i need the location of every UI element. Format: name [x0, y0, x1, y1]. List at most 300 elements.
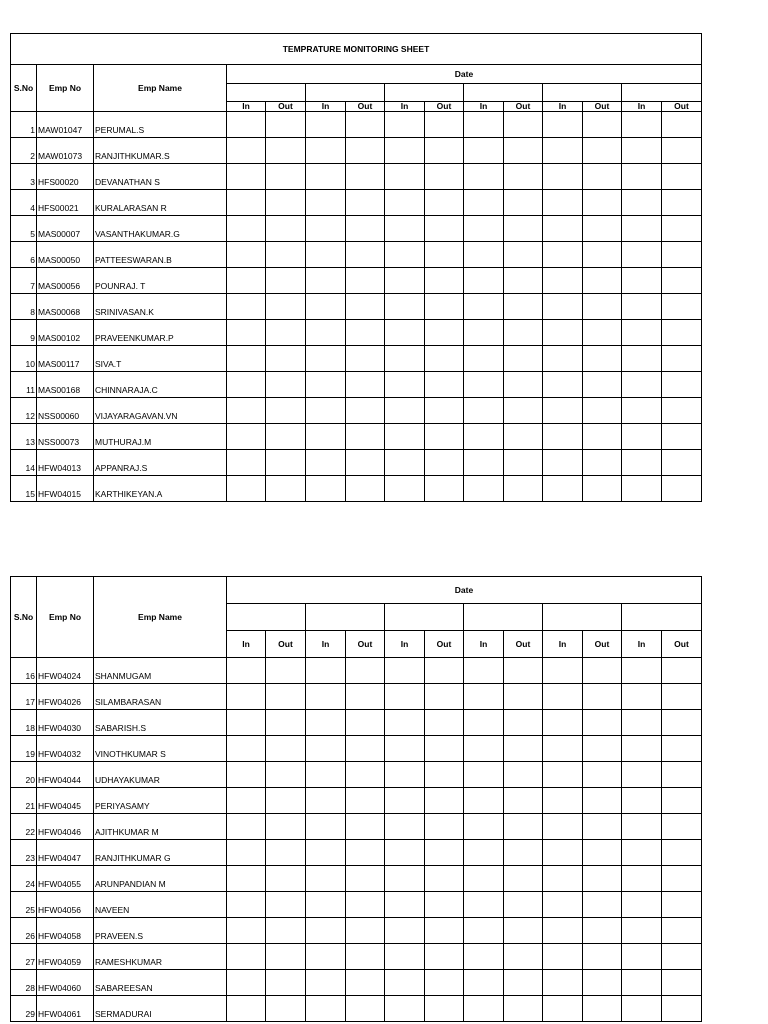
in-time-cell[interactable] [464, 424, 504, 450]
out-time-cell[interactable] [266, 372, 306, 398]
out-time-cell[interactable] [583, 970, 622, 996]
in-time-cell[interactable] [464, 684, 504, 710]
out-time-cell[interactable] [425, 814, 464, 840]
out-time-cell[interactable] [266, 996, 306, 1022]
in-time-cell[interactable] [464, 138, 504, 164]
out-time-cell[interactable] [425, 944, 464, 970]
out-time-cell[interactable] [346, 138, 385, 164]
out-time-cell[interactable] [662, 736, 702, 762]
in-time-cell[interactable] [227, 320, 266, 346]
out-time-cell[interactable] [583, 398, 622, 424]
out-time-cell[interactable] [583, 164, 622, 190]
out-time-cell[interactable] [583, 476, 622, 502]
out-time-cell[interactable] [662, 918, 702, 944]
out-time-cell[interactable] [583, 840, 622, 866]
out-time-cell[interactable] [425, 840, 464, 866]
out-time-cell[interactable] [504, 944, 543, 970]
in-time-cell[interactable] [622, 216, 662, 242]
in-time-cell[interactable] [622, 918, 662, 944]
in-time-cell[interactable] [385, 372, 425, 398]
out-time-cell[interactable] [504, 840, 543, 866]
in-time-cell[interactable] [306, 736, 346, 762]
in-time-cell[interactable] [622, 190, 662, 216]
in-time-cell[interactable] [622, 970, 662, 996]
out-time-cell[interactable] [662, 866, 702, 892]
out-time-cell[interactable] [266, 788, 306, 814]
in-time-cell[interactable] [543, 372, 583, 398]
out-time-cell[interactable] [266, 840, 306, 866]
date-cell[interactable] [464, 84, 543, 102]
in-time-cell[interactable] [622, 398, 662, 424]
out-time-cell[interactable] [662, 320, 702, 346]
in-time-cell[interactable] [306, 398, 346, 424]
in-time-cell[interactable] [385, 112, 425, 138]
in-time-cell[interactable] [543, 216, 583, 242]
out-time-cell[interactable] [583, 138, 622, 164]
out-time-cell[interactable] [266, 112, 306, 138]
out-time-cell[interactable] [504, 736, 543, 762]
in-time-cell[interactable] [227, 268, 266, 294]
in-time-cell[interactable] [385, 996, 425, 1022]
out-time-cell[interactable] [662, 398, 702, 424]
in-time-cell[interactable] [464, 398, 504, 424]
out-time-cell[interactable] [662, 710, 702, 736]
out-time-cell[interactable] [504, 762, 543, 788]
in-time-cell[interactable] [385, 138, 425, 164]
out-time-cell[interactable] [346, 320, 385, 346]
out-time-cell[interactable] [346, 814, 385, 840]
out-time-cell[interactable] [504, 684, 543, 710]
in-time-cell[interactable] [227, 944, 266, 970]
in-time-cell[interactable] [306, 476, 346, 502]
out-time-cell[interactable] [583, 736, 622, 762]
in-time-cell[interactable] [622, 346, 662, 372]
in-time-cell[interactable] [543, 918, 583, 944]
out-time-cell[interactable] [662, 814, 702, 840]
in-time-cell[interactable] [385, 762, 425, 788]
in-time-cell[interactable] [306, 762, 346, 788]
out-time-cell[interactable] [662, 996, 702, 1022]
out-time-cell[interactable] [266, 294, 306, 320]
out-time-cell[interactable] [583, 710, 622, 736]
out-time-cell[interactable] [346, 996, 385, 1022]
out-time-cell[interactable] [425, 788, 464, 814]
in-time-cell[interactable] [622, 294, 662, 320]
out-time-cell[interactable] [425, 892, 464, 918]
in-time-cell[interactable] [464, 944, 504, 970]
out-time-cell[interactable] [425, 242, 464, 268]
out-time-cell[interactable] [662, 190, 702, 216]
out-time-cell[interactable] [583, 814, 622, 840]
out-time-cell[interactable] [266, 814, 306, 840]
out-time-cell[interactable] [266, 736, 306, 762]
out-time-cell[interactable] [266, 866, 306, 892]
out-time-cell[interactable] [662, 268, 702, 294]
in-time-cell[interactable] [385, 346, 425, 372]
out-time-cell[interactable] [346, 112, 385, 138]
out-time-cell[interactable] [662, 788, 702, 814]
in-time-cell[interactable] [306, 164, 346, 190]
out-time-cell[interactable] [425, 996, 464, 1022]
in-time-cell[interactable] [622, 814, 662, 840]
in-time-cell[interactable] [622, 424, 662, 450]
out-time-cell[interactable] [425, 164, 464, 190]
in-time-cell[interactable] [227, 242, 266, 268]
out-time-cell[interactable] [583, 294, 622, 320]
out-time-cell[interactable] [504, 788, 543, 814]
in-time-cell[interactable] [385, 736, 425, 762]
date-cell[interactable] [385, 604, 464, 631]
in-time-cell[interactable] [306, 918, 346, 944]
out-time-cell[interactable] [346, 710, 385, 736]
in-time-cell[interactable] [385, 476, 425, 502]
out-time-cell[interactable] [583, 190, 622, 216]
in-time-cell[interactable] [464, 164, 504, 190]
date-cell[interactable] [306, 604, 385, 631]
in-time-cell[interactable] [464, 788, 504, 814]
in-time-cell[interactable] [306, 372, 346, 398]
in-time-cell[interactable] [464, 866, 504, 892]
in-time-cell[interactable] [227, 918, 266, 944]
out-time-cell[interactable] [346, 970, 385, 996]
out-time-cell[interactable] [504, 814, 543, 840]
out-time-cell[interactable] [266, 190, 306, 216]
out-time-cell[interactable] [425, 684, 464, 710]
in-time-cell[interactable] [464, 372, 504, 398]
in-time-cell[interactable] [622, 892, 662, 918]
in-time-cell[interactable] [543, 762, 583, 788]
in-time-cell[interactable] [464, 294, 504, 320]
in-time-cell[interactable] [543, 996, 583, 1022]
in-time-cell[interactable] [543, 164, 583, 190]
date-cell[interactable] [622, 604, 702, 631]
out-time-cell[interactable] [583, 268, 622, 294]
out-time-cell[interactable] [583, 892, 622, 918]
out-time-cell[interactable] [425, 398, 464, 424]
out-time-cell[interactable] [662, 164, 702, 190]
in-time-cell[interactable] [385, 684, 425, 710]
out-time-cell[interactable] [662, 424, 702, 450]
out-time-cell[interactable] [504, 918, 543, 944]
in-time-cell[interactable] [306, 294, 346, 320]
out-time-cell[interactable] [425, 138, 464, 164]
in-time-cell[interactable] [464, 840, 504, 866]
out-time-cell[interactable] [425, 710, 464, 736]
out-time-cell[interactable] [425, 190, 464, 216]
date-cell[interactable] [385, 84, 464, 102]
date-cell[interactable] [543, 84, 622, 102]
in-time-cell[interactable] [306, 944, 346, 970]
out-time-cell[interactable] [662, 970, 702, 996]
out-time-cell[interactable] [266, 684, 306, 710]
in-time-cell[interactable] [385, 710, 425, 736]
out-time-cell[interactable] [346, 164, 385, 190]
out-time-cell[interactable] [346, 736, 385, 762]
out-time-cell[interactable] [425, 320, 464, 346]
in-time-cell[interactable] [227, 684, 266, 710]
out-time-cell[interactable] [504, 996, 543, 1022]
out-time-cell[interactable] [504, 710, 543, 736]
out-time-cell[interactable] [266, 268, 306, 294]
in-time-cell[interactable] [227, 112, 266, 138]
in-time-cell[interactable] [227, 294, 266, 320]
in-time-cell[interactable] [543, 294, 583, 320]
out-time-cell[interactable] [425, 346, 464, 372]
in-time-cell[interactable] [622, 788, 662, 814]
out-time-cell[interactable] [425, 476, 464, 502]
out-time-cell[interactable] [662, 762, 702, 788]
out-time-cell[interactable] [504, 658, 543, 684]
out-time-cell[interactable] [425, 268, 464, 294]
in-time-cell[interactable] [622, 242, 662, 268]
out-time-cell[interactable] [583, 762, 622, 788]
out-time-cell[interactable] [425, 450, 464, 476]
in-time-cell[interactable] [622, 658, 662, 684]
out-time-cell[interactable] [346, 476, 385, 502]
in-time-cell[interactable] [385, 294, 425, 320]
in-time-cell[interactable] [306, 996, 346, 1022]
in-time-cell[interactable] [543, 190, 583, 216]
out-time-cell[interactable] [425, 736, 464, 762]
in-time-cell[interactable] [306, 450, 346, 476]
in-time-cell[interactable] [227, 164, 266, 190]
in-time-cell[interactable] [306, 190, 346, 216]
out-time-cell[interactable] [504, 372, 543, 398]
out-time-cell[interactable] [662, 658, 702, 684]
out-time-cell[interactable] [583, 242, 622, 268]
in-time-cell[interactable] [464, 762, 504, 788]
out-time-cell[interactable] [425, 762, 464, 788]
date-cell[interactable] [227, 604, 306, 631]
in-time-cell[interactable] [385, 840, 425, 866]
out-time-cell[interactable] [346, 346, 385, 372]
out-time-cell[interactable] [346, 424, 385, 450]
in-time-cell[interactable] [543, 658, 583, 684]
out-time-cell[interactable] [662, 346, 702, 372]
out-time-cell[interactable] [346, 450, 385, 476]
in-time-cell[interactable] [227, 814, 266, 840]
in-time-cell[interactable] [543, 710, 583, 736]
out-time-cell[interactable] [504, 112, 543, 138]
out-time-cell[interactable] [266, 164, 306, 190]
out-time-cell[interactable] [346, 658, 385, 684]
out-time-cell[interactable] [425, 918, 464, 944]
out-time-cell[interactable] [346, 294, 385, 320]
in-time-cell[interactable] [543, 242, 583, 268]
out-time-cell[interactable] [583, 996, 622, 1022]
in-time-cell[interactable] [543, 970, 583, 996]
in-time-cell[interactable] [385, 788, 425, 814]
in-time-cell[interactable] [306, 138, 346, 164]
out-time-cell[interactable] [346, 190, 385, 216]
out-time-cell[interactable] [504, 450, 543, 476]
out-time-cell[interactable] [504, 424, 543, 450]
out-time-cell[interactable] [266, 918, 306, 944]
in-time-cell[interactable] [543, 736, 583, 762]
in-time-cell[interactable] [622, 736, 662, 762]
in-time-cell[interactable] [543, 268, 583, 294]
in-time-cell[interactable] [306, 268, 346, 294]
in-time-cell[interactable] [622, 684, 662, 710]
in-time-cell[interactable] [622, 840, 662, 866]
out-time-cell[interactable] [346, 372, 385, 398]
out-time-cell[interactable] [662, 372, 702, 398]
out-time-cell[interactable] [266, 398, 306, 424]
in-time-cell[interactable] [543, 450, 583, 476]
out-time-cell[interactable] [266, 450, 306, 476]
out-time-cell[interactable] [266, 138, 306, 164]
in-time-cell[interactable] [227, 892, 266, 918]
out-time-cell[interactable] [266, 944, 306, 970]
in-time-cell[interactable] [306, 684, 346, 710]
in-time-cell[interactable] [227, 970, 266, 996]
out-time-cell[interactable] [504, 242, 543, 268]
in-time-cell[interactable] [543, 840, 583, 866]
out-time-cell[interactable] [583, 450, 622, 476]
out-time-cell[interactable] [662, 138, 702, 164]
in-time-cell[interactable] [543, 892, 583, 918]
in-time-cell[interactable] [464, 346, 504, 372]
out-time-cell[interactable] [346, 242, 385, 268]
in-time-cell[interactable] [385, 892, 425, 918]
in-time-cell[interactable] [543, 944, 583, 970]
in-time-cell[interactable] [543, 346, 583, 372]
in-time-cell[interactable] [227, 346, 266, 372]
out-time-cell[interactable] [504, 398, 543, 424]
in-time-cell[interactable] [385, 164, 425, 190]
in-time-cell[interactable] [622, 372, 662, 398]
out-time-cell[interactable] [425, 970, 464, 996]
in-time-cell[interactable] [306, 840, 346, 866]
in-time-cell[interactable] [622, 762, 662, 788]
in-time-cell[interactable] [622, 268, 662, 294]
out-time-cell[interactable] [583, 918, 622, 944]
out-time-cell[interactable] [266, 476, 306, 502]
in-time-cell[interactable] [464, 216, 504, 242]
in-time-cell[interactable] [543, 320, 583, 346]
date-cell[interactable] [464, 604, 543, 631]
out-time-cell[interactable] [346, 398, 385, 424]
out-time-cell[interactable] [346, 684, 385, 710]
in-time-cell[interactable] [464, 710, 504, 736]
in-time-cell[interactable] [385, 268, 425, 294]
in-time-cell[interactable] [306, 346, 346, 372]
in-time-cell[interactable] [227, 840, 266, 866]
out-time-cell[interactable] [662, 684, 702, 710]
in-time-cell[interactable] [306, 658, 346, 684]
out-time-cell[interactable] [346, 866, 385, 892]
out-time-cell[interactable] [346, 216, 385, 242]
in-time-cell[interactable] [306, 814, 346, 840]
in-time-cell[interactable] [306, 970, 346, 996]
in-time-cell[interactable] [464, 736, 504, 762]
in-time-cell[interactable] [385, 866, 425, 892]
in-time-cell[interactable] [306, 424, 346, 450]
in-time-cell[interactable] [464, 814, 504, 840]
in-time-cell[interactable] [227, 190, 266, 216]
in-time-cell[interactable] [227, 138, 266, 164]
out-time-cell[interactable] [266, 424, 306, 450]
in-time-cell[interactable] [227, 736, 266, 762]
out-time-cell[interactable] [504, 294, 543, 320]
in-time-cell[interactable] [227, 398, 266, 424]
in-time-cell[interactable] [622, 996, 662, 1022]
out-time-cell[interactable] [425, 424, 464, 450]
out-time-cell[interactable] [583, 112, 622, 138]
in-time-cell[interactable] [622, 710, 662, 736]
out-time-cell[interactable] [504, 268, 543, 294]
out-time-cell[interactable] [662, 840, 702, 866]
out-time-cell[interactable] [504, 892, 543, 918]
out-time-cell[interactable] [346, 788, 385, 814]
in-time-cell[interactable] [227, 762, 266, 788]
out-time-cell[interactable] [425, 112, 464, 138]
out-time-cell[interactable] [662, 294, 702, 320]
in-time-cell[interactable] [464, 450, 504, 476]
in-time-cell[interactable] [464, 190, 504, 216]
in-time-cell[interactable] [227, 216, 266, 242]
in-time-cell[interactable] [464, 996, 504, 1022]
in-time-cell[interactable] [385, 190, 425, 216]
in-time-cell[interactable] [622, 866, 662, 892]
out-time-cell[interactable] [266, 762, 306, 788]
in-time-cell[interactable] [385, 970, 425, 996]
in-time-cell[interactable] [622, 138, 662, 164]
in-time-cell[interactable] [464, 476, 504, 502]
out-time-cell[interactable] [266, 892, 306, 918]
in-time-cell[interactable] [464, 112, 504, 138]
in-time-cell[interactable] [385, 918, 425, 944]
in-time-cell[interactable] [464, 268, 504, 294]
in-time-cell[interactable] [622, 320, 662, 346]
out-time-cell[interactable] [346, 268, 385, 294]
in-time-cell[interactable] [227, 658, 266, 684]
in-time-cell[interactable] [622, 164, 662, 190]
in-time-cell[interactable] [306, 892, 346, 918]
out-time-cell[interactable] [425, 372, 464, 398]
in-time-cell[interactable] [622, 450, 662, 476]
out-time-cell[interactable] [662, 476, 702, 502]
out-time-cell[interactable] [266, 970, 306, 996]
out-time-cell[interactable] [425, 294, 464, 320]
in-time-cell[interactable] [385, 944, 425, 970]
out-time-cell[interactable] [504, 164, 543, 190]
in-time-cell[interactable] [464, 242, 504, 268]
out-time-cell[interactable] [266, 242, 306, 268]
in-time-cell[interactable] [543, 866, 583, 892]
out-time-cell[interactable] [346, 892, 385, 918]
in-time-cell[interactable] [543, 788, 583, 814]
out-time-cell[interactable] [346, 944, 385, 970]
in-time-cell[interactable] [543, 112, 583, 138]
in-time-cell[interactable] [543, 398, 583, 424]
out-time-cell[interactable] [425, 216, 464, 242]
out-time-cell[interactable] [346, 918, 385, 944]
in-time-cell[interactable] [385, 242, 425, 268]
in-time-cell[interactable] [464, 918, 504, 944]
in-time-cell[interactable] [543, 684, 583, 710]
in-time-cell[interactable] [227, 424, 266, 450]
out-time-cell[interactable] [504, 346, 543, 372]
date-cell[interactable] [622, 84, 702, 102]
in-time-cell[interactable] [227, 996, 266, 1022]
in-time-cell[interactable] [622, 476, 662, 502]
out-time-cell[interactable] [346, 840, 385, 866]
in-time-cell[interactable] [385, 320, 425, 346]
out-time-cell[interactable] [662, 112, 702, 138]
in-time-cell[interactable] [543, 476, 583, 502]
in-time-cell[interactable] [543, 424, 583, 450]
